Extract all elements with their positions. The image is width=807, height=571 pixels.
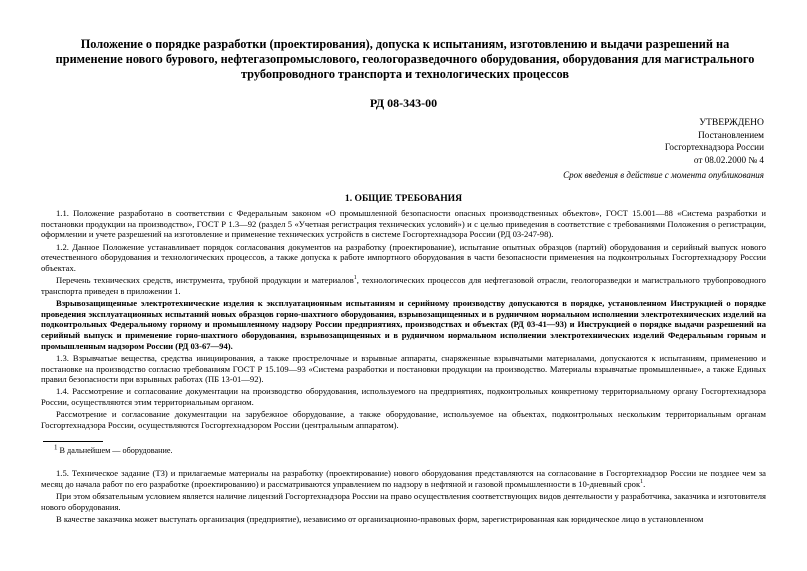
section-heading: 1. ОБЩИЕ ТРЕБОВАНИЯ bbox=[344, 193, 463, 204]
approval-line-3: Госгортехнадзора России bbox=[664, 142, 764, 153]
approval-block bbox=[665, 117, 764, 166]
paragraph-1-4: 1.4. Рассмотрение и согласование документации на производство оборудования, используемого на предприятиях, подконтрольных конкретному территориальному органу Госгортехнадзора России, осуществляются этим территориальным органом. bbox=[41, 386, 766, 408]
paragraph-1-5-footnote-ref: 1 bbox=[640, 478, 644, 485]
footnote-number: 1 bbox=[54, 442, 58, 451]
paragraph-list-text-a: Перечень технических средств, инструмента, трубной продукции и материалов bbox=[56, 275, 354, 286]
approval-line-2: Постановлением bbox=[698, 130, 764, 141]
paragraph-condition: При этом обязательным условием является наличие лицензий Госгортехнадзора России на право осуществления соответствующих видов деятельности у разработчика, заказчика и изготовителя нового оборудования. bbox=[41, 491, 766, 512]
document-body bbox=[41, 208, 766, 527]
paragraph-1-3: 1.3. Взрывчатые вещества, средства инициирования, а также прострелочные и взрывные аппараты, снаряженные взрывчатыми материалами, допускаются к испытаниям, применению и постановке на производство согласно требованиям ГОСТ Р 15.109—93 «Система разработки и постановки продукции на производство. Материалы взрывчатые промышленные», а также Единых правил безопасности при взрывных работах (ПБ 13-01—92). bbox=[41, 352, 766, 385]
paragraph-customer: В качестве заказчика может выступать организация (предприятие), независимо от организационно-правовых форм, зарегистрированная как юридическое лицо в установленном bbox=[56, 514, 704, 525]
paragraph-1-5 bbox=[41, 468, 766, 489]
paragraph-1-5-end: . bbox=[643, 478, 646, 489]
paragraph-1-5-text: 1.5. Техническое задание (ТЗ) и прилагаемые материалы на разработку (проектирование) нового оборудования представляются на согласование в Госгортехнадзор России не позднее чем за месяц до начала работ по его разработке (проектированию) и рассматриваются управлением по надзору в нефтяной и газовой промышленности в 10-дневный срок bbox=[41, 468, 766, 489]
document-number: РД 08-343-00 bbox=[369, 96, 438, 110]
document-title: Положение о порядке разработки (проектирования), допуска к испытаниям, изготовлению и выдачи разрешений на применение нового бурового, нефтегазопромыслового, геологоразведочного оборудования, оборудования для магистрального трубопроводного транспорта и технологических процессов bbox=[55, 37, 755, 81]
effective-date-note: Срок введения в действие с момента опубликования bbox=[563, 170, 764, 180]
paragraph-1-2: 1.2. Данное Положение устанавливает порядок согласования документов на разработку (проектирование), испытание опытных образцов (партий) оборудования и серийный выпуск нового отечественного оборудования и технологических процессов, а также допуска к работе импортного оборудования в части безопасности применения на подконтрольных Госгортехнадзору России объектах. bbox=[41, 241, 766, 273]
footnote bbox=[41, 442, 766, 457]
approval-line-4: от 08.02.2000 № 4 bbox=[693, 154, 764, 165]
paragraph-1-1: 1.1. Положение разработано в соответствии с Федеральным законом «О промышленной безопасности опасных производственных объектов», ГОСТ 15.001—88 «Система разработки и постановки продукции на производство», ГОСТ Р 1.3—92 (раздел 5 «Учетная регистрация технических условий») и с целью приведения в соответствие с требованиями Положения о регистрации, оформлении и учете разрешений на изготовление и применение технических устройств в системе Госгортехнадзора России (РД 03-247-98). bbox=[41, 208, 766, 240]
approval-line-1: УТВЕРЖДЕНО bbox=[699, 117, 764, 128]
footnote-separator bbox=[43, 441, 103, 442]
paragraph-list-text-b: , технологических процессов для нефтегазовой отрасли, геологоразведки и магистрального трубопроводного транспорта приведен в приложении 1. bbox=[41, 275, 766, 296]
paragraph-1-4-continued: Рассмотрение и согласование документации на зарубежное оборудование, а также оборудование, используемое на объектах, подконтрольных нескольким территориальным органам Госгортехнадзора России, осуществляются Госгортехнадзором России (центральным аппаратом). bbox=[41, 409, 766, 431]
paragraph-explosion-proof: Взрывозащищенные электротехнические изделия к эксплуатационным испытаниям и серийному производству допускаются в порядке, установленном Инструкцией о порядке проведения эксплуатационных испытаний новых образцов горно-шахтного оборудования, взрывозащищенных и в рудничном нормальном исполнении электротехнических изделий на подконтрольных Федеральному горному и промышленному надзору России предприятиях, производствах и объектах (РД 03-41—93) и Инструкцией о порядке выдачи разрешений на серийный выпуск и применение горно-шахтного оборудования, взрывозащищенных и в рудничном нормальном исполнении электротехнических изделий Федеральным горным и промышленным надзором России (РД 03-67—94). bbox=[41, 298, 766, 351]
footnote-reference: 1 bbox=[353, 275, 357, 282]
footnote-text: В дальнейшем — оборудование. bbox=[57, 445, 173, 455]
paragraph-list bbox=[41, 275, 766, 296]
